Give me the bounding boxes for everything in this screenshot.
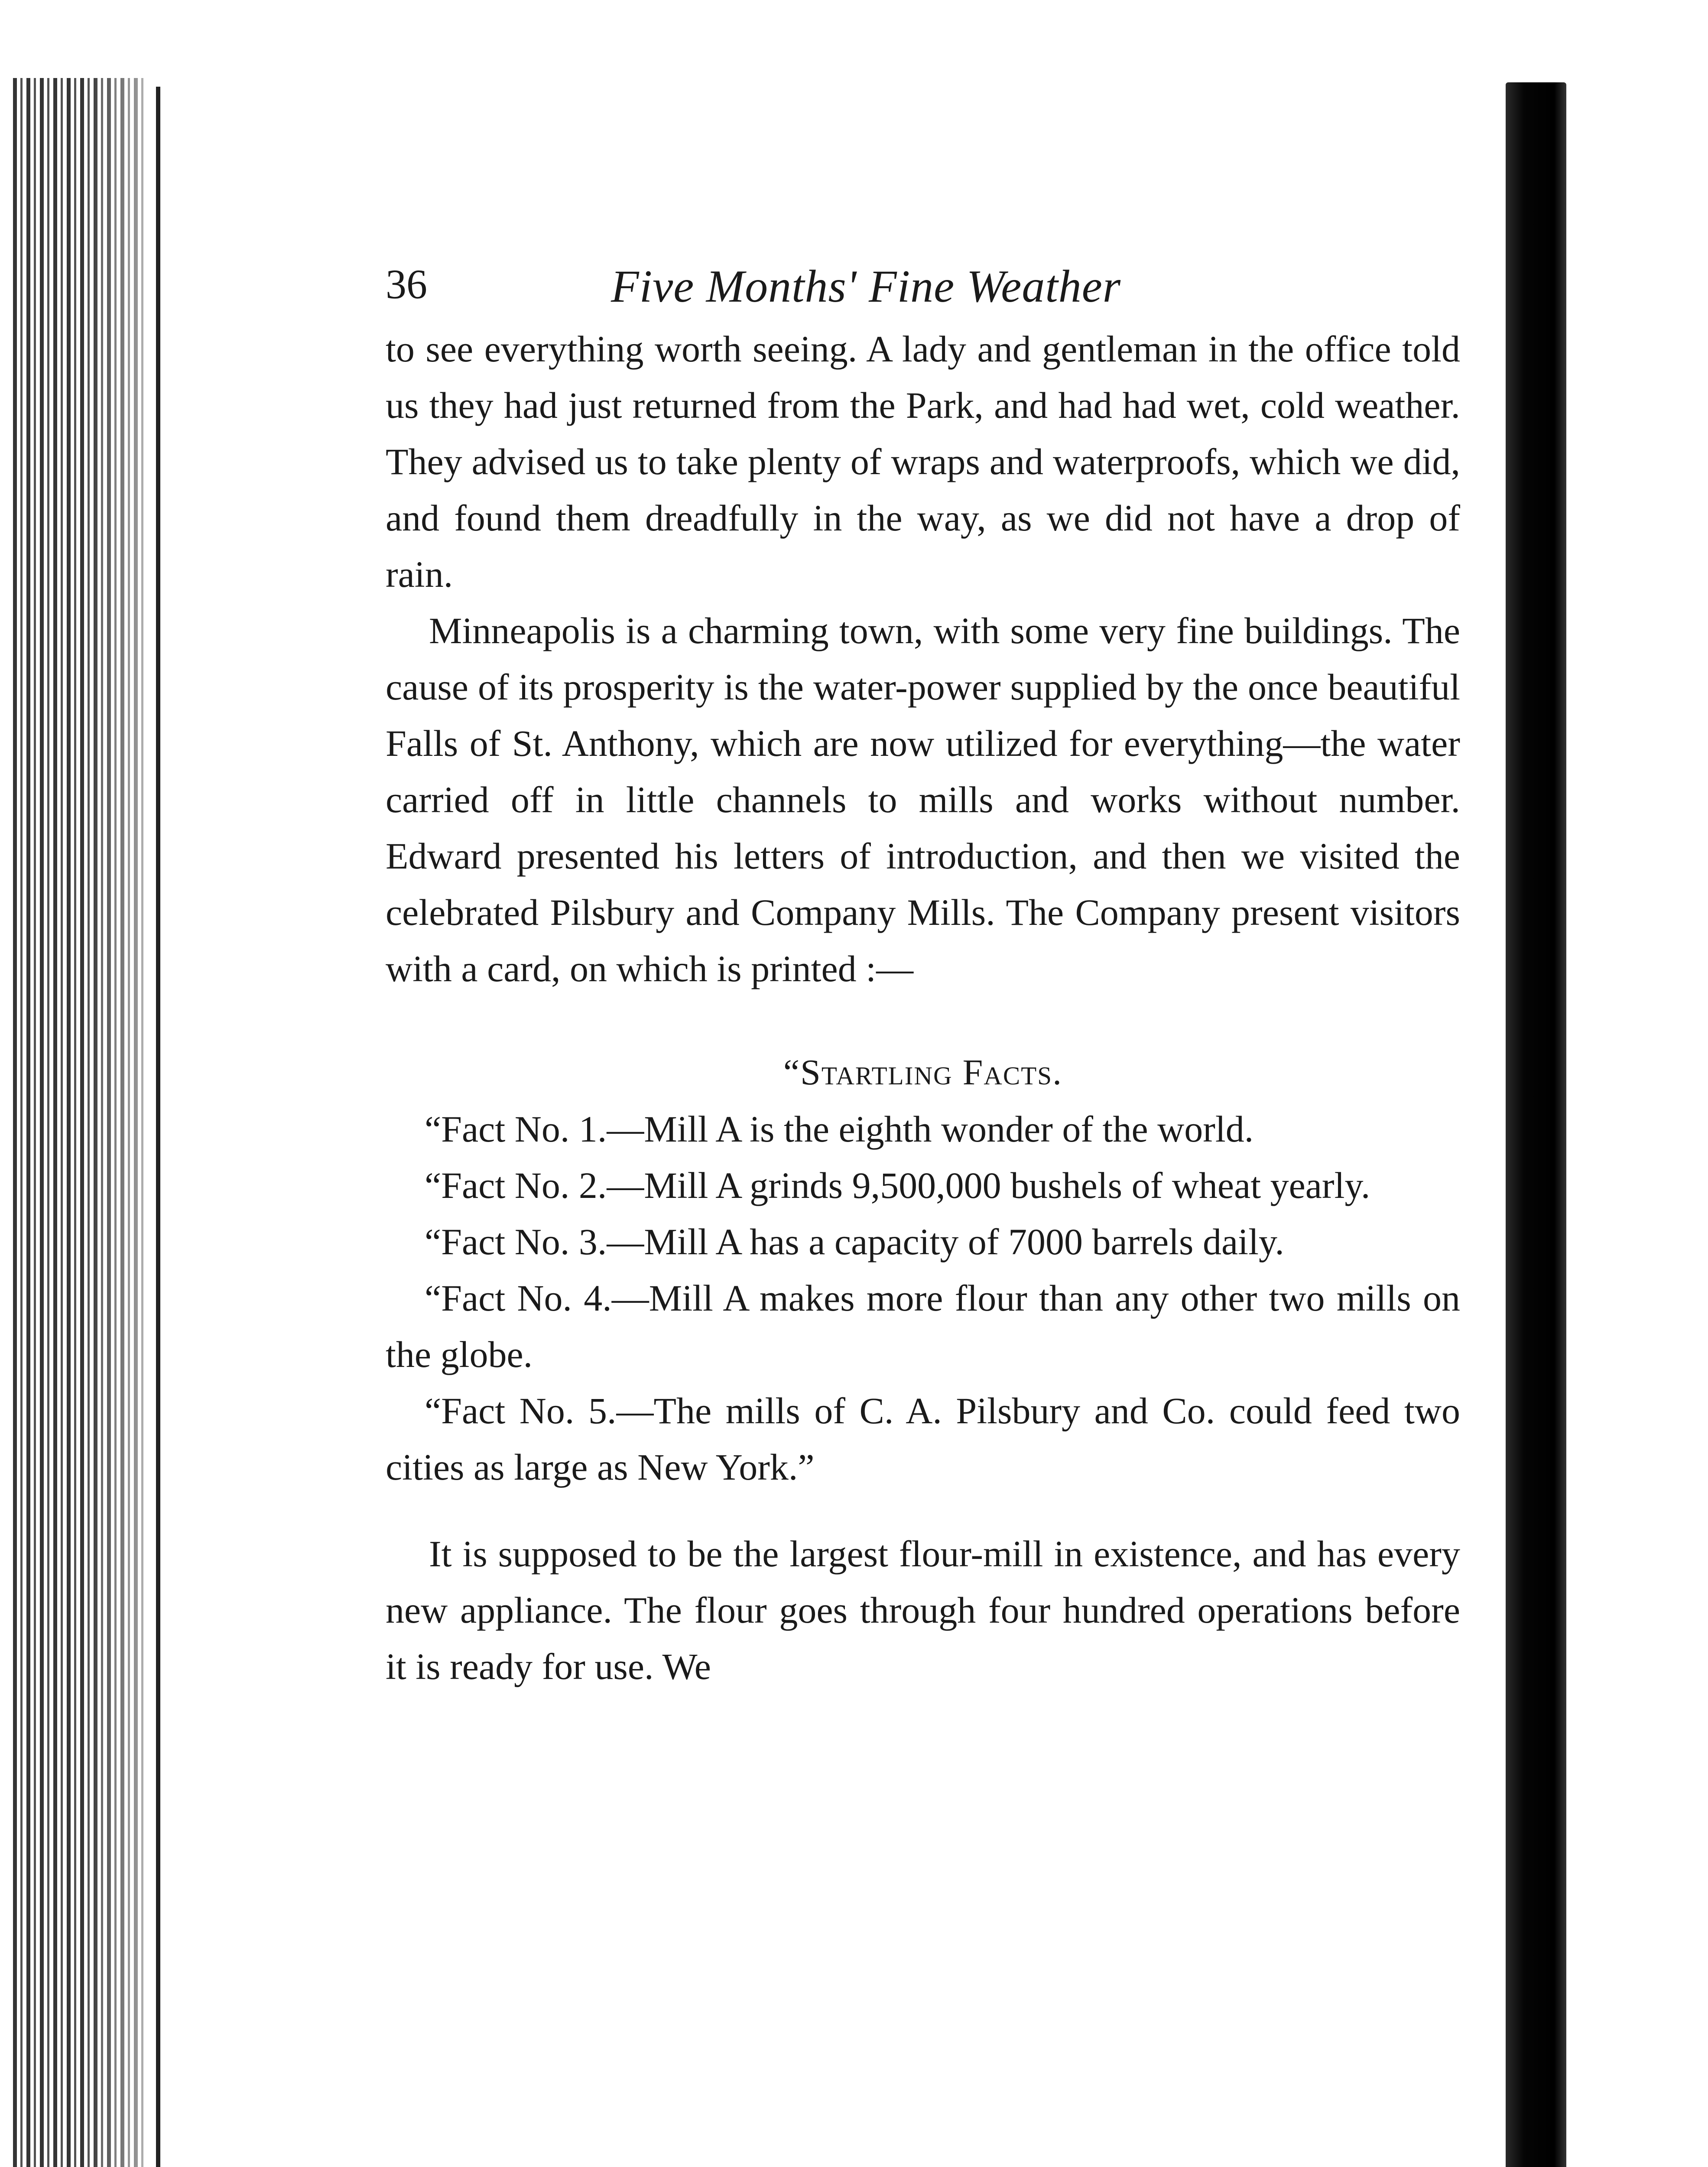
facts-heading: “Startling Facts. xyxy=(783,1052,1063,1093)
paragraph-continuation: to see everything worth seeing. A lady and gentleman in the office told us they had just returned from the Park, and had had wet, cold weather. They advised us to take plenty of wraps and waterproofs, which we did, and found them dreadfully in the way, as we did not have a drop of rain. xyxy=(386,328,1460,595)
right-page-edge-shadow xyxy=(1506,82,1566,2167)
fact-item-3: “Fact No. 3.—Mill A has a capacity of 7000 barrels daily. xyxy=(425,1221,1284,1262)
left-page-edge xyxy=(156,87,160,2167)
paragraph-minneapolis: Minneapolis is a charming town, with some very fine buildings. The cause of its prosperity is the water-power supplied by the once beautiful Falls of St. Anthony, which are now utilized for everything—the water carried off in little channels to mills and works without number. Edward presented his letters of introduction, and then we visited the celebrated Pilsbury and Company Mills. The Company present visitors with a card, on which is printed :— xyxy=(386,610,1460,989)
fact-item-2: “Fact No. 2.—Mill A grinds 9,500,000 bushels of wheat yearly. xyxy=(425,1165,1370,1206)
left-binding-fade xyxy=(87,78,156,2167)
book-page xyxy=(386,256,1460,1695)
page-number: 36 xyxy=(386,261,427,307)
fact-item-5: “Fact No. 5.—The mills of C. A. Pilsbury and Co. could feed two cities as large as New York.” xyxy=(386,1390,1460,1488)
fact-item-4: “Fact No. 4.—Mill A makes more flour than any other two mills on the globe. xyxy=(386,1277,1460,1375)
fact-item-1: “Fact No. 1.—Mill A is the eighth wonder of the world. xyxy=(425,1108,1254,1150)
body-text xyxy=(386,321,1460,1695)
paragraph-flour-mill: It is supposed to be the largest flour-mill in existence, and has every new appliance. The flour goes through four hundred operations before it is ready for use. We xyxy=(386,1533,1460,1687)
book-title: Five Months' Fine Weather xyxy=(611,261,1121,312)
running-head xyxy=(386,256,1460,321)
